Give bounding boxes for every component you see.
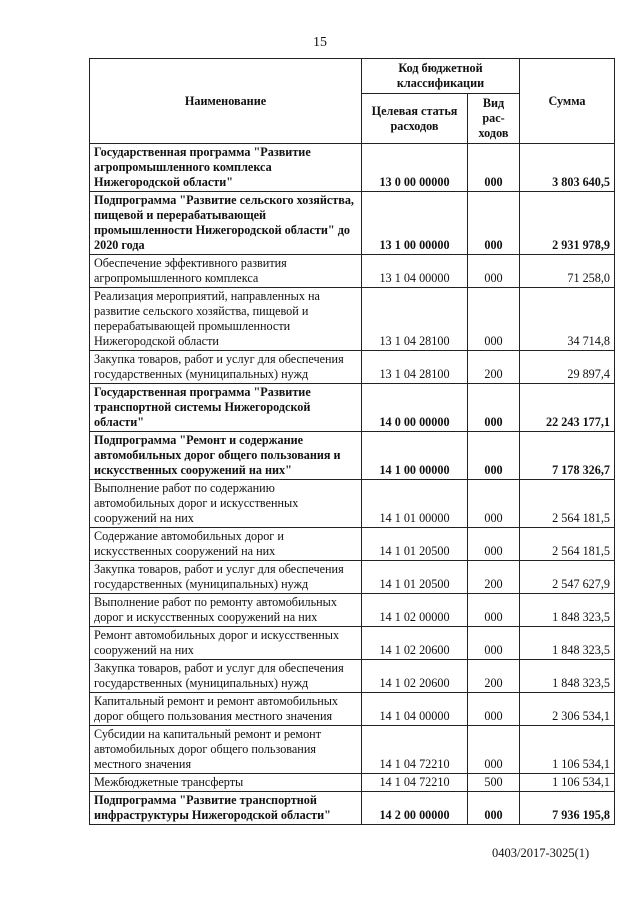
- row-target-code: 14 0 00 00000: [362, 384, 468, 432]
- row-target-code: 14 2 00 00000: [362, 792, 468, 825]
- table-row: [90, 561, 615, 594]
- row-name: Субсидии на капитальный ремонт и ремонт автомобильных дорог общего пользования местного значения: [90, 726, 362, 774]
- row-name: Подпрограмма "Развитие сельского хозяйства, пищевой и перерабатывающей промышленности Нижегородской области" до 2020 года: [90, 192, 362, 255]
- table-row: [90, 774, 615, 792]
- row-sum: 1 106 534,1: [520, 774, 615, 792]
- row-name: Подпрограмма "Ремонт и содержание автомобильных дорог общего пользования и искусственных сооружений на них": [90, 432, 362, 480]
- header-target-article: Целевая статья расходов: [362, 94, 468, 144]
- row-expense-type: 000: [468, 480, 520, 528]
- header-sum: Сумма: [520, 59, 615, 144]
- row-expense-type: 000: [468, 792, 520, 825]
- row-sum: 34 714,8: [520, 288, 615, 351]
- row-target-code: 14 1 02 00000: [362, 594, 468, 627]
- table-row: [90, 792, 615, 825]
- table-row: [90, 594, 615, 627]
- row-target-code: 14 1 02 20600: [362, 627, 468, 660]
- row-sum: 7 936 195,8: [520, 792, 615, 825]
- row-name: Выполнение работ по ремонту автомобильных дорог и искусственных сооружений на них: [90, 594, 362, 627]
- row-sum: 2 547 627,9: [520, 561, 615, 594]
- row-expense-type: 000: [468, 432, 520, 480]
- row-target-code: 13 1 04 28100: [362, 351, 468, 384]
- row-expense-type: 000: [468, 255, 520, 288]
- row-target-code: 14 1 00 00000: [362, 432, 468, 480]
- row-sum: 2 564 181,5: [520, 480, 615, 528]
- row-sum: 2 564 181,5: [520, 528, 615, 561]
- row-name: Реализация мероприятий, направленных на развитие сельского хозяйства, пищевой и перерабатывающей промышленности Нижегородской области: [90, 288, 362, 351]
- row-name: Межбюджетные трансферты: [90, 774, 362, 792]
- row-expense-type: 000: [468, 627, 520, 660]
- budget-table: [89, 58, 615, 825]
- table-row: [90, 660, 615, 693]
- row-name: Государственная программа "Развитие агропромышленного комплекса Нижегородской области": [90, 144, 362, 192]
- row-expense-type: 000: [468, 528, 520, 561]
- row-expense-type: 000: [468, 384, 520, 432]
- row-target-code: 14 1 01 20500: [362, 561, 468, 594]
- row-name: Закупка товаров, работ и услуг для обеспечения государственных (муниципальных) нужд: [90, 660, 362, 693]
- table-row: [90, 726, 615, 774]
- row-name: Ремонт автомобильных дорог и искусственных сооружений на них: [90, 627, 362, 660]
- row-expense-type: 500: [468, 774, 520, 792]
- row-target-code: 14 1 04 00000: [362, 693, 468, 726]
- row-name: Содержание автомобильных дорог и искусственных сооружений на них: [90, 528, 362, 561]
- row-expense-type: 000: [468, 693, 520, 726]
- row-expense-type: 000: [468, 594, 520, 627]
- row-name: Закупка товаров, работ и услуг для обеспечения государственных (муниципальных) нужд: [90, 351, 362, 384]
- row-expense-type: 200: [468, 351, 520, 384]
- row-sum: 71 258,0: [520, 255, 615, 288]
- row-target-code: 14 1 01 00000: [362, 480, 468, 528]
- row-target-code: 14 1 02 20600: [362, 660, 468, 693]
- table-row: [90, 528, 615, 561]
- row-name: Капитальный ремонт и ремонт автомобильных дорог общего пользования местного значения: [90, 693, 362, 726]
- row-target-code: 13 1 04 28100: [362, 288, 468, 351]
- row-name: Подпрограмма "Развитие транспортной инфраструктуры Нижегородской области": [90, 792, 362, 825]
- table-row: [90, 144, 615, 192]
- row-target-code: 14 1 04 72210: [362, 726, 468, 774]
- document-code: 0403/2017-3025(1): [492, 846, 590, 860]
- table-row: [90, 351, 615, 384]
- row-sum: 2 306 534,1: [520, 693, 615, 726]
- row-sum: 1 848 323,5: [520, 627, 615, 660]
- page-number: 15: [313, 35, 327, 50]
- row-target-code: 13 1 04 00000: [362, 255, 468, 288]
- table-row: [90, 255, 615, 288]
- row-sum: 29 897,4: [520, 351, 615, 384]
- row-sum: 2 931 978,9: [520, 192, 615, 255]
- row-sum: 1 106 534,1: [520, 726, 615, 774]
- row-target-code: 13 1 00 00000: [362, 192, 468, 255]
- header-expense-type: Вид рас-ходов: [468, 94, 520, 144]
- row-name: Выполнение работ по содержанию автомобильных дорог и искусственных сооружений на них: [90, 480, 362, 528]
- row-name: Государственная программа "Развитие транспортной системы Нижегородской области": [90, 384, 362, 432]
- row-expense-type: 000: [468, 144, 520, 192]
- header-code-group: Код бюджетной классификации: [362, 59, 520, 94]
- table-header: [90, 59, 615, 144]
- table-row: [90, 288, 615, 351]
- row-name: Закупка товаров, работ и услуг для обеспечения государственных (муниципальных) нужд: [90, 561, 362, 594]
- header-name: Наименование: [90, 59, 362, 144]
- table-row: [90, 693, 615, 726]
- row-target-code: 14 1 01 20500: [362, 528, 468, 561]
- row-expense-type: 000: [468, 192, 520, 255]
- row-expense-type: 200: [468, 660, 520, 693]
- row-target-code: 14 1 04 72210: [362, 774, 468, 792]
- row-name: Обеспечение эффективного развития агропромышленного комплекса: [90, 255, 362, 288]
- row-expense-type: 000: [468, 726, 520, 774]
- row-target-code: 13 0 00 00000: [362, 144, 468, 192]
- row-expense-type: 000: [468, 288, 520, 351]
- row-sum: 22 243 177,1: [520, 384, 615, 432]
- row-sum: 7 178 326,7: [520, 432, 615, 480]
- row-sum: 1 848 323,5: [520, 594, 615, 627]
- table-row: [90, 384, 615, 432]
- row-expense-type: 200: [468, 561, 520, 594]
- table-row: [90, 432, 615, 480]
- table-row: [90, 192, 615, 255]
- table-body: [90, 144, 615, 825]
- row-sum: 1 848 323,5: [520, 660, 615, 693]
- row-sum: 3 803 640,5: [520, 144, 615, 192]
- table-row: [90, 480, 615, 528]
- table-row: [90, 627, 615, 660]
